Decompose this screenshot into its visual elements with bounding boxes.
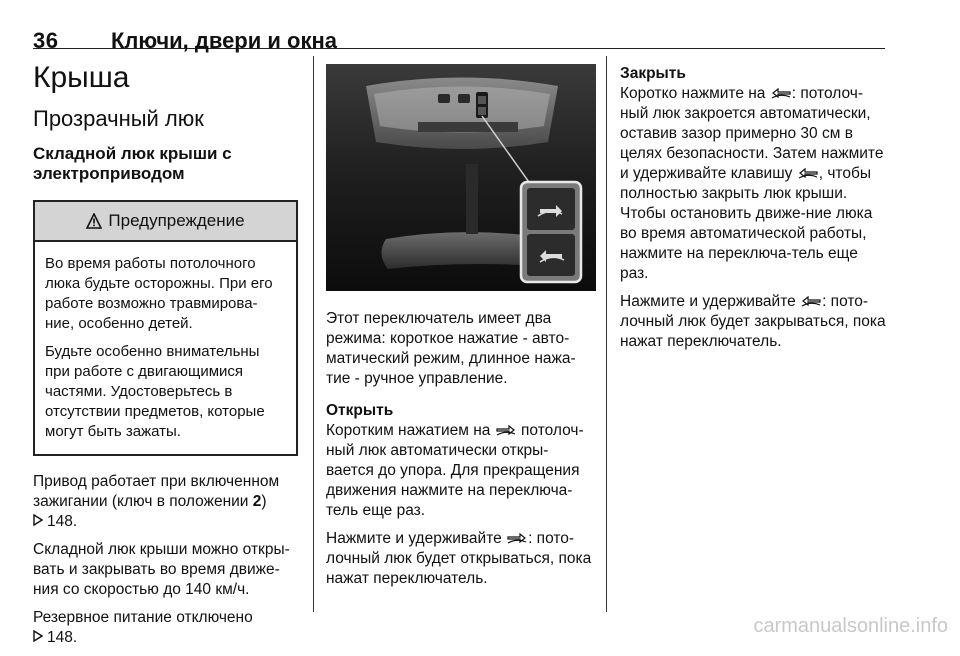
paragraph	[620, 84, 890, 284]
warning-text: Будьте особенно внимательны при работе с двигающимися частями. Удостоверьтесь в отсутствии предметов, которые могут быть зажаты.	[45, 343, 265, 440]
paragraph: Этот переключатель имеет два режима: короткое нажатие - авто-матический режим, длинное нажа-тие - ручное управление.	[326, 310, 576, 387]
warning-box	[33, 200, 298, 456]
page-reference[interactable]: 148.	[47, 513, 78, 530]
page-number: 36	[33, 28, 59, 53]
paragraph-text: Нажмите и удерживайте	[326, 530, 502, 547]
paragraph: Складной люк крыши можно откры-вать и закрывать во время движе-ния со скоростью до 140 км/ч.	[33, 541, 290, 598]
roof-open-icon	[506, 533, 528, 545]
warning-text: Во время работы потолочного люка будьте осторожны. При его работе возможно травмирова-ние, особенно детей.	[45, 255, 273, 332]
roof-close-icon	[797, 168, 819, 180]
ignition-position: 2	[252, 493, 262, 510]
paragraph-text: Коротким нажатием на	[326, 422, 491, 439]
paragraph-text: Резервное питание отключено	[33, 609, 253, 626]
close-heading: Закрыть	[620, 65, 686, 82]
roof-switch-illustration	[326, 64, 596, 291]
paragraph-text: : пото-лочный люк будет закрываться, пока нажат переключатель.	[620, 293, 886, 350]
warning-header	[35, 202, 296, 242]
paragraph	[326, 529, 596, 589]
column-right	[620, 56, 890, 360]
subsection-title: Прозрачный люк	[33, 106, 204, 131]
paragraph-text: Привод работает при включенном зажигании (ключ в положении	[33, 473, 280, 510]
paragraph-text: )	[261, 493, 267, 510]
column-left	[33, 56, 298, 656]
paragraph-text: : пото-лочный люк будет открываться, пока нажат переключатель.	[326, 530, 592, 587]
chapter-title: Ключи, двери и окна	[111, 28, 337, 53]
column-divider	[313, 56, 314, 612]
paragraph	[620, 292, 890, 352]
page-reference[interactable]: 148.	[47, 629, 78, 646]
page-ref-arrow-icon	[33, 628, 47, 648]
paragraph	[33, 472, 298, 532]
paragraph	[326, 421, 596, 521]
roof-close-icon	[770, 88, 792, 100]
paragraph-text: , чтобы полностью закрыть люк крыши. Чтобы остановить движе-ние люка во время автоматической работы, нажмите на переключа-тель еще раз.	[620, 165, 873, 282]
roof-open-icon	[495, 425, 517, 437]
roof-close-icon	[800, 296, 822, 308]
paragraph-text: Нажмите и удерживайте	[620, 293, 796, 310]
paragraph-text: Коротко нажмите на	[620, 85, 766, 102]
page-header	[33, 8, 885, 53]
column-middle	[326, 56, 596, 597]
paragraph-text: : потолоч-ный люк закроется автоматически, оставив зазор примерно 30 см в целях безопасности. Затем нажмите и удерживайте клавишу	[620, 85, 884, 182]
paragraph	[33, 608, 298, 648]
open-heading: Открыть	[326, 402, 394, 419]
paragraph-text: потолоч-ный люк автоматически откры-вается до упора. Для прекращения движения нажмите на переключа-тель еще раз.	[326, 422, 584, 519]
watermark: carmanualsonline.info	[753, 615, 948, 637]
page-ref-arrow-icon	[33, 512, 47, 532]
section-title: Крыша	[33, 61, 130, 94]
warning-title: Предупреждение	[108, 211, 245, 230]
warning-triangle-icon	[86, 213, 102, 229]
topic-heading: Складной люк крыши с электроприводом	[33, 144, 232, 183]
column-divider	[606, 56, 607, 612]
